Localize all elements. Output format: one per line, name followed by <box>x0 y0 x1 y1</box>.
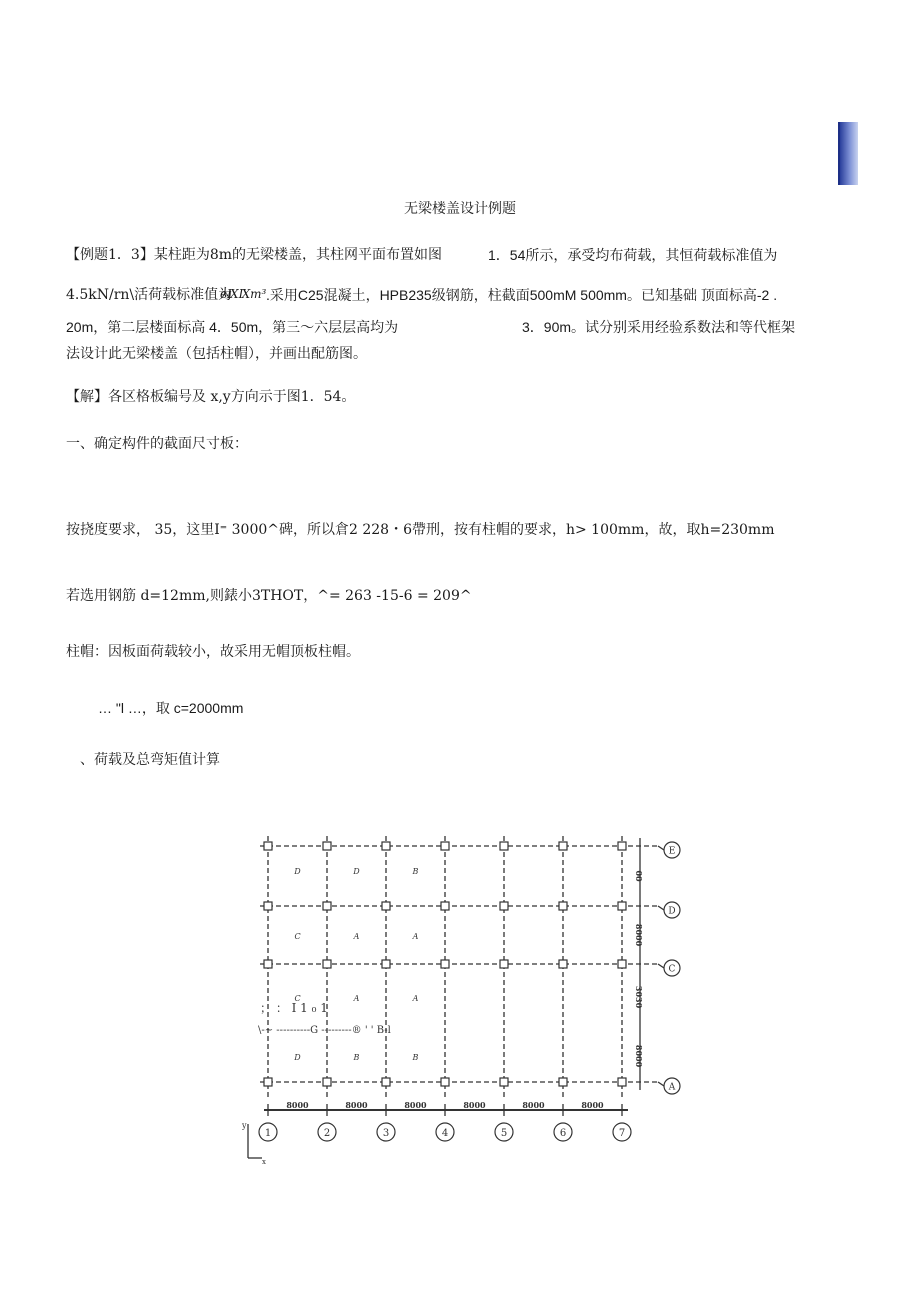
col-bubble-label: 2 <box>323 1128 331 1139</box>
column-marker <box>264 1078 272 1086</box>
paragraph-load: 4.5kN/rn\活荷载标准值为 <box>66 287 233 303</box>
figure-noise-text: ； ： I 1 ₀ 1 <box>260 1001 328 1015</box>
column-marker <box>382 902 390 910</box>
paragraph-example: 【例题1．3】某柱距为8m的无梁楼盖，其柱网平面布置如图 <box>66 247 442 263</box>
page-title: 无梁楼盖设计例题 <box>404 201 516 217</box>
col-bubble-label: 3 <box>382 1128 390 1139</box>
row-leader <box>658 906 664 910</box>
paragraph-task: 法设计此无梁楼盖（包括柱帽），并画出配筋图。 <box>66 346 367 362</box>
column-marker <box>500 960 508 968</box>
span-label-x: 8000 <box>581 1100 604 1110</box>
panel-label: C <box>294 932 301 941</box>
paragraph-cap-size: … "l …，取 c=2000mm <box>98 700 244 716</box>
column-marker <box>264 842 272 850</box>
column-marker <box>500 902 508 910</box>
span-label-y: 00 <box>634 870 644 882</box>
column-marker <box>264 902 272 910</box>
column-marker <box>441 902 449 910</box>
paragraph-load-cont: .采用C25混凝土，HPB235级钢筋，柱截面500mM 500mm。已知基础 顶面标高-2 . <box>266 287 778 303</box>
column-marker <box>441 842 449 850</box>
span-label-x: 8000 <box>463 1100 486 1110</box>
panel-label: C <box>294 994 301 1003</box>
column-marker <box>441 1078 449 1086</box>
span-label-x: 8000 <box>345 1100 368 1110</box>
column-marker <box>323 960 331 968</box>
span-label-y: 3030 <box>634 985 644 1009</box>
row-bubble-label: A <box>668 1082 676 1093</box>
panel-label: A <box>412 994 419 1003</box>
side-bookmark-marker <box>838 122 858 185</box>
row-bubble-label: C <box>668 964 676 975</box>
column-marker <box>323 1078 331 1086</box>
column-marker <box>264 960 272 968</box>
paragraph-rebar: 若选用钢筋 d=12mm,则錶小3THOT，^= 263 -15-6 = 209^ <box>66 588 472 604</box>
grid-row-b-text: \-~ ----------G ---------® ' ' B-l <box>258 1025 391 1036</box>
paragraph-elevation-cont: 3．90m。试分别采用经验系数法和等代框架 <box>522 319 796 335</box>
row-leader <box>658 964 664 968</box>
column-marker <box>559 902 567 910</box>
paragraph-solution: 【解】各区格板编号及 x,y方向示于图1．54。 <box>66 389 356 405</box>
load-symbol: вⅨⅨm³ <box>220 287 267 301</box>
section-heading-2: 、荷载及总弯矩值计算 <box>80 752 220 768</box>
panel-label: B <box>412 1053 419 1062</box>
axis-x-label: x <box>262 1158 266 1166</box>
panel-label: B <box>412 867 419 876</box>
col-bubble-label: 5 <box>500 1128 508 1139</box>
row-leader <box>658 1082 664 1086</box>
row-bubble-label: D <box>668 906 676 917</box>
column-marker <box>500 842 508 850</box>
span-label-x: 8000 <box>522 1100 545 1110</box>
panel-label: A <box>353 994 360 1003</box>
col-bubble-label: 6 <box>559 1128 567 1139</box>
column-grid-plan-figure <box>238 828 698 1168</box>
section-heading-1: 一、确定构件的截面尺寸板： <box>66 436 248 452</box>
axis-y-label: y <box>242 1121 247 1130</box>
col-bubble-label: 1 <box>264 1128 272 1139</box>
paragraph-deflection: 按挠度要求， 35，这里I⁼ 3000^碑，所以倉2 228・6帶刑，按有柱帽的要求，h> 100mm，故，取h=230mm <box>66 522 775 538</box>
paragraph-example-cont: 1．54所示，承受均布荷载，其恒荷载标准值为 <box>488 247 778 263</box>
panel-label: A <box>412 932 419 941</box>
paragraph-column-cap: 柱帽：因板面荷载较小，故采用无帽顶板柱帽。 <box>66 644 360 660</box>
paragraph-elevation: 20m，第二层楼面标高 4．50m，第三～六层层高均为 <box>66 319 399 335</box>
column-marker <box>559 842 567 850</box>
panel-label: B <box>353 1053 360 1062</box>
column-marker <box>382 842 390 850</box>
column-marker <box>323 842 331 850</box>
row-bubble-label: E <box>668 846 676 857</box>
panel-label: D <box>353 867 360 876</box>
column-marker <box>618 960 626 968</box>
column-marker <box>618 842 626 850</box>
column-marker <box>382 960 390 968</box>
span-label-y: 8000 <box>634 923 644 947</box>
column-marker <box>559 1078 567 1086</box>
span-label-x: 8000 <box>286 1100 309 1110</box>
col-bubble-label: 7 <box>618 1128 626 1139</box>
panel-label: D <box>294 1053 301 1062</box>
column-marker <box>382 1078 390 1086</box>
column-marker <box>441 960 449 968</box>
panel-label: A <box>353 932 360 941</box>
col-bubble-label: 4 <box>441 1128 449 1139</box>
column-marker <box>618 902 626 910</box>
column-marker <box>618 1078 626 1086</box>
span-label-y: 8000 <box>634 1044 644 1068</box>
column-marker <box>559 960 567 968</box>
row-leader <box>658 846 664 850</box>
column-marker <box>500 1078 508 1086</box>
column-marker <box>323 902 331 910</box>
panel-label: D <box>294 867 301 876</box>
span-label-x: 8000 <box>404 1100 427 1110</box>
